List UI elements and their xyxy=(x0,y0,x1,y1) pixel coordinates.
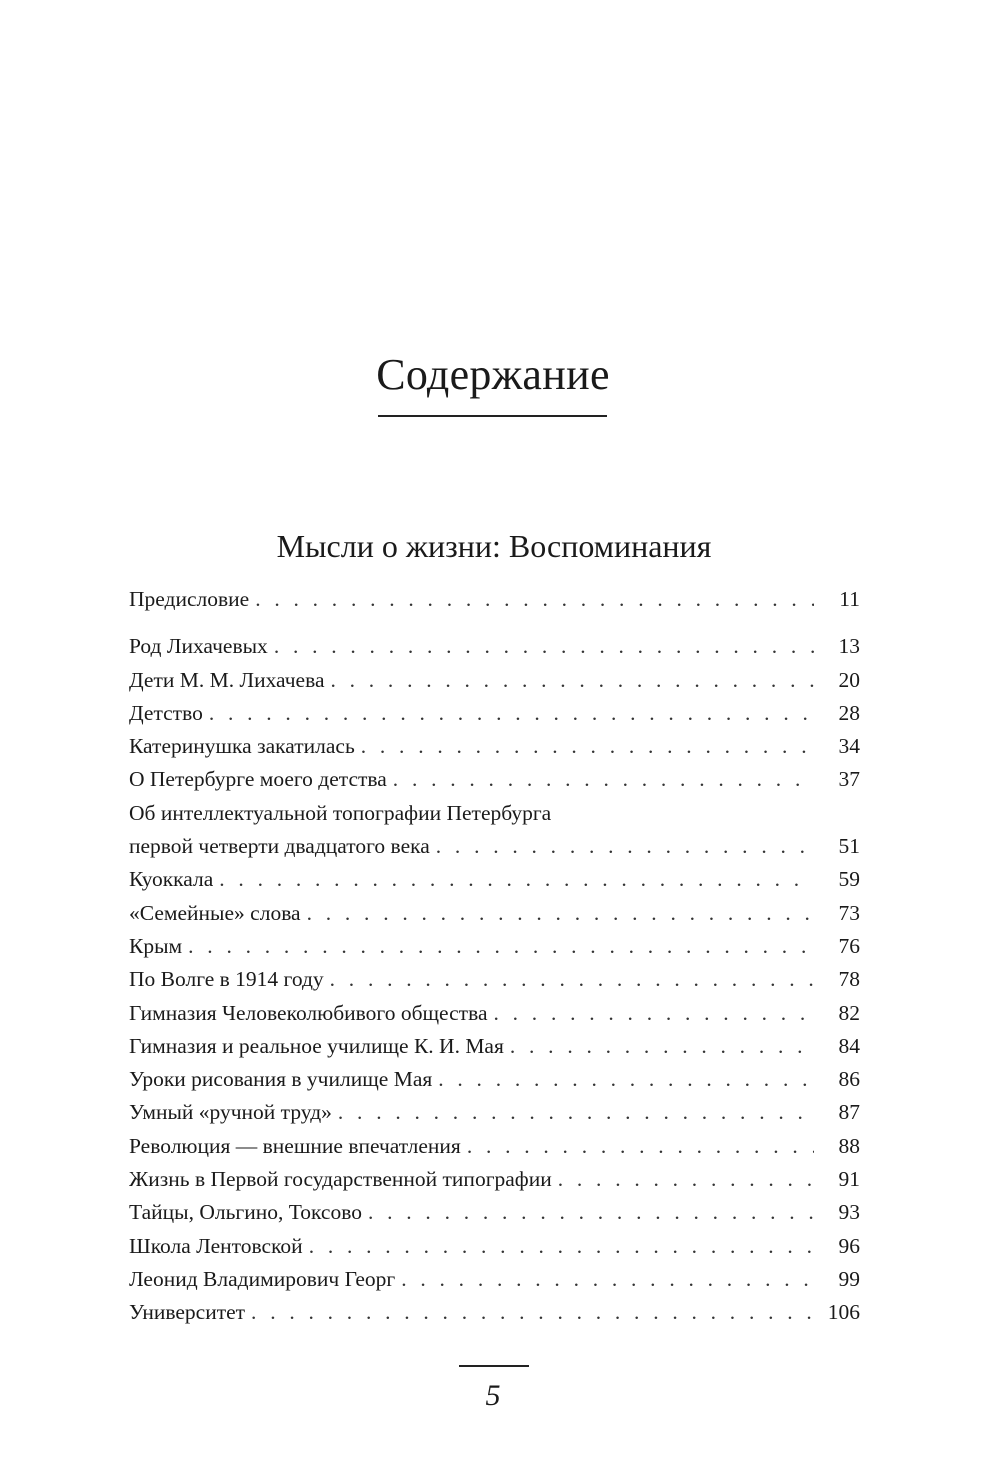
toc-entry-page: 86 xyxy=(838,1067,860,1092)
toc-entry-title: Уроки рисования в училище Мая xyxy=(129,1067,433,1092)
toc-entry-title: «Семейные» слова xyxy=(129,900,301,925)
dot-leader xyxy=(558,1163,814,1196)
dot-leader xyxy=(338,1096,814,1129)
toc-entry-title: Детство xyxy=(129,700,203,725)
dot-leader xyxy=(393,763,814,796)
toc-entry-page: 37 xyxy=(838,767,860,792)
toc-entry-title: Леонид Владимирович Георг xyxy=(129,1266,396,1291)
toc-entry[interactable] xyxy=(129,1163,860,1196)
toc-entry-page: 20 xyxy=(838,667,860,692)
toc-entry[interactable] xyxy=(129,1030,860,1063)
toc-entry-page: 59 xyxy=(838,867,860,892)
toc-entry-title: Куоккала xyxy=(129,867,214,892)
toc-entry-page: 106 xyxy=(827,1300,860,1325)
dot-leader xyxy=(219,863,814,896)
toc-entry-title: Гимназия Человеколюбивого общества xyxy=(129,1000,488,1025)
dot-leader xyxy=(330,664,814,697)
toc-entry-title: Предисловие xyxy=(129,587,250,611)
dot-leader xyxy=(274,630,814,663)
toc-entry-page: 84 xyxy=(838,1033,860,1058)
toc-entry-page: 73 xyxy=(838,900,860,925)
toc-entry-page: 76 xyxy=(838,933,860,958)
toc-entry[interactable] xyxy=(129,1096,860,1129)
toc-entry-page: 91 xyxy=(838,1167,860,1192)
toc-entry-title: Революция — внешние впечатления xyxy=(129,1133,461,1158)
toc-entry-title: Гимназия и реальное училище К. И. Мая xyxy=(129,1033,504,1058)
toc-entry-title: Университет xyxy=(129,1300,246,1325)
toc-entry-page: 87 xyxy=(838,1100,860,1125)
dot-leader xyxy=(436,830,814,863)
dot-leader xyxy=(467,1130,814,1163)
toc-entry-page: 88 xyxy=(838,1133,860,1158)
page-title: Содержание xyxy=(376,350,610,399)
toc-entry[interactable] xyxy=(129,963,860,996)
toc-entry[interactable] xyxy=(129,1263,860,1296)
dot-leader xyxy=(255,583,814,616)
toc-entry[interactable] xyxy=(129,697,860,730)
dot-leader xyxy=(307,897,814,930)
toc-entry[interactable] xyxy=(129,583,860,616)
toc-entry-title: Тайцы, Ольгино, Токсово xyxy=(129,1200,362,1225)
toc-entry[interactable] xyxy=(129,863,860,896)
toc-entry-page: 82 xyxy=(838,1000,860,1025)
toc-entry-title-line1: Об интеллектуальной топографии Петербурга xyxy=(129,800,552,825)
toc-entry[interactable] xyxy=(129,630,860,663)
toc-entry-title: Род Лихачевых xyxy=(129,634,268,659)
toc-entry[interactable] xyxy=(129,1130,860,1163)
toc-entry-title: Катеринушка закатилась xyxy=(129,734,355,759)
toc-entry-page: 34 xyxy=(838,734,860,759)
dot-leader xyxy=(494,997,815,1030)
dot-leader xyxy=(188,930,814,963)
toc-entry-page: 11 xyxy=(839,587,860,611)
toc-entry-title: Жизнь в Первой государственной типографии xyxy=(129,1167,552,1192)
table-of-contents xyxy=(129,583,860,1330)
toc-entry[interactable] xyxy=(129,1296,860,1329)
toc-entry[interactable] xyxy=(129,1230,860,1263)
toc-entry-title: Крым xyxy=(129,933,183,958)
toc-entry[interactable] xyxy=(129,897,860,930)
toc-entry-title-line2: первой четверти двадцатого века xyxy=(129,834,430,859)
toc-entry[interactable] xyxy=(129,1196,860,1229)
dot-leader xyxy=(361,730,814,763)
toc-entry-page: 13 xyxy=(838,634,860,659)
toc-entry[interactable] xyxy=(129,797,860,864)
toc-entry-title: Дети М. М. Лихачева xyxy=(129,667,325,692)
toc-entry-page: 93 xyxy=(838,1200,860,1225)
dot-leader xyxy=(209,697,814,730)
toc-entry[interactable] xyxy=(129,664,860,697)
toc-entry-page: 96 xyxy=(838,1233,860,1258)
dot-leader xyxy=(368,1196,814,1229)
title-rule xyxy=(378,415,607,417)
toc-entry[interactable] xyxy=(129,930,860,963)
page-number: 5 xyxy=(485,1379,501,1412)
dot-leader xyxy=(438,1063,814,1096)
dot-leader xyxy=(251,1296,814,1329)
toc-entry-page: 28 xyxy=(838,700,860,725)
toc-entry[interactable] xyxy=(129,997,860,1030)
toc-entry[interactable] xyxy=(129,763,860,796)
toc-entry[interactable] xyxy=(129,730,860,763)
section-title: Мысли о жизни: Воспоминания xyxy=(276,528,712,564)
toc-entry-title: По Волге в 1914 году xyxy=(129,967,324,992)
dot-leader xyxy=(330,963,814,996)
toc-entry-title: Умный «ручной труд» xyxy=(129,1100,332,1125)
toc-entry-page: 51 xyxy=(838,834,860,859)
dot-leader xyxy=(309,1230,814,1263)
toc-entry-title: Школа Лентовской xyxy=(129,1233,303,1258)
toc-entry-title: О Петербурге моего детства xyxy=(129,767,387,792)
dot-leader xyxy=(510,1030,814,1063)
toc-entry-page: 99 xyxy=(838,1266,860,1291)
toc-entry[interactable] xyxy=(129,1063,860,1096)
toc-entry-page: 78 xyxy=(838,967,860,992)
dot-leader xyxy=(401,1263,814,1296)
folio-rule xyxy=(459,1365,529,1367)
